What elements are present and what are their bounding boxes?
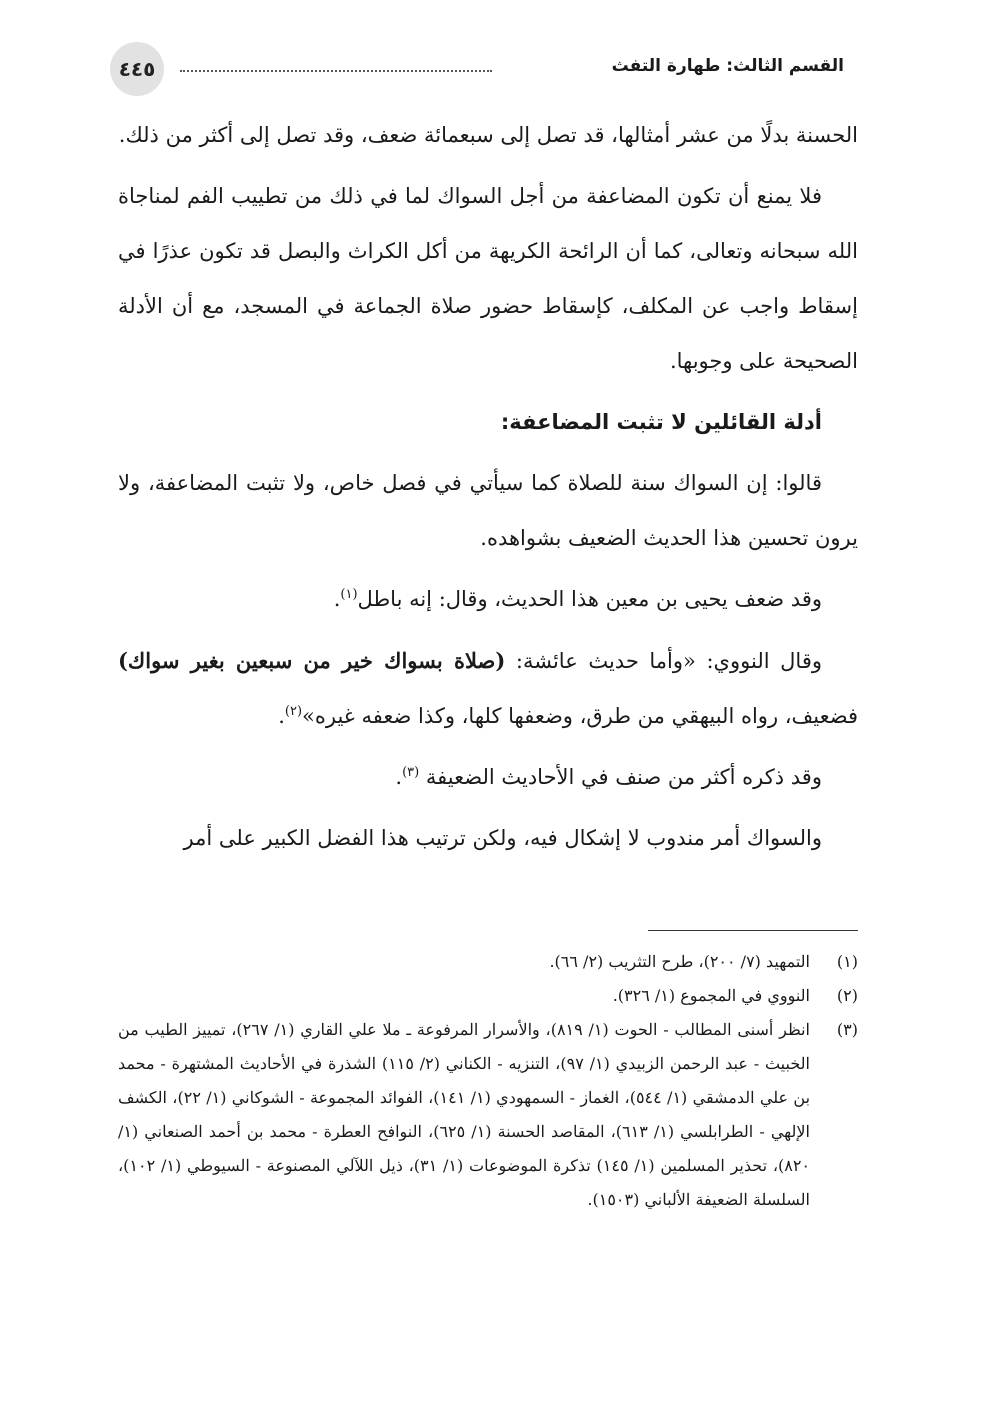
- paragraph-end: .: [333, 587, 341, 611]
- main-text: [118, 108, 858, 872]
- footnote-text: التمهيد (٧/ ٢٠٠)، طرح التثريب (٢/ ٦٦).: [549, 952, 810, 971]
- paragraph-end: .: [395, 765, 403, 789]
- footnote-text: انظر أسنى المطالب - الحوت (١/ ٨١٩)، والأسرار المرفوعة ـ ملا علي القاري (١/ ٢٦٧)، تمييز الطيب من الخبيث - عبد الرحمن الزبيدي (١/ ٩٧)، التنزيه - الكناني (٢/ ١١٥) الشذرة في الأحاديث المشتهرة - محمد بن علي الدمشقي (١/ ٥٤٤)، الغماز - السمهودي (١/ ١٤١)، الفوائد المجموعة - الشوكاني (١/ ٢٢)، الكشف الإلهي - الطرابلسي (١/ ٦١٣)، المقاصد الحسنة (١/ ٦٢٥)، النوافح العطرة - محمد بن أحمد الصنعاني (١/ ٨٢٠)، تحذير المسلمين (١/ ١٤٥) تذكرة الموضوعات (١/ ٣١)، ذيل اللآلي المصنوعة - السيوطي (١/ ١٠٢)، السلسلة الضعيفة الألباني (١٥٠٣).: [118, 1020, 811, 1209]
- hadith-quote: (صلاة بسواك خير من سبعين بغير سواك): [118, 648, 506, 673]
- footnote-number: (١): [836, 952, 858, 971]
- paragraph-end: .: [278, 704, 285, 728]
- footnote-ref[interactable]: (٢): [284, 704, 303, 719]
- footnote-separator: [648, 930, 858, 931]
- paragraph: [118, 633, 858, 744]
- paragraph-text: فضعيف، رواه البيهقي من طرق، وضعفها كلها، وكذا ضعفه غيره»: [302, 704, 858, 728]
- paragraph: فلا يمنع أن تكون المضاعفة من أجل السواك لما في ذلك من تطييب الفم لمناجاة الله سبحانه وتعالى، كما أن الرائحة الكريهة من أكل الكراث والبصل قد تكون عذرًا في إسقاط واجب عن المكلف، كإسقاط حضور صلاة الجماعة في المسجد، مع أن الأدلة الصحيحة على وجوبها.: [118, 184, 858, 373]
- footnote-number: (٢): [836, 986, 858, 1005]
- footnote-text: النووي في المجموع (١/ ٣٢٦).: [612, 986, 810, 1005]
- chapter-title: القسم الثالث: طهارة التفث: [611, 56, 844, 76]
- running-header: [110, 42, 844, 98]
- paragraph: [118, 750, 858, 805]
- paragraph-text: وقد ضعف يحيى بن معين هذا الحديث، وقال: إنه باطل: [357, 587, 822, 611]
- header-leader-dots: [180, 70, 492, 72]
- footnote-ref[interactable]: (١): [340, 587, 358, 602]
- paragraph: [118, 572, 858, 627]
- footnote: [118, 945, 858, 979]
- paragraph: الحسنة بدلًا من عشر أمثالها، قد تصل إلى سبعمائة ضعف، وقد تصل إلى أكثر من ذلك.: [118, 123, 858, 147]
- section-heading: أدلة القائلين لا تثبت المضاعفة:: [500, 410, 822, 434]
- paragraph: والسواك أمر مندوب لا إشكال فيه، ولكن ترتيب هذا الفضل الكبير على أمر: [183, 826, 822, 850]
- paragraph-text: وقال النووي: «وأما حديث عائشة:: [505, 649, 822, 673]
- paragraph-text: وقد ذكره أكثر من صنف في الأحاديث الضعيفة: [419, 765, 822, 789]
- footnotes: [118, 945, 858, 1217]
- footnote-ref[interactable]: (٣): [402, 765, 420, 780]
- footnote-number: (٣): [836, 1020, 858, 1039]
- page-number: ٤٤٥: [110, 42, 164, 96]
- paragraph: قالوا: إن السواك سنة للصلاة كما سيأتي في فصل خاص، ولا تثبت المضاعفة، ولا يرون تحسين هذا الحديث الضعيف بشواهده.: [118, 471, 858, 550]
- footnote: [118, 979, 858, 1013]
- footnote: [118, 1013, 858, 1217]
